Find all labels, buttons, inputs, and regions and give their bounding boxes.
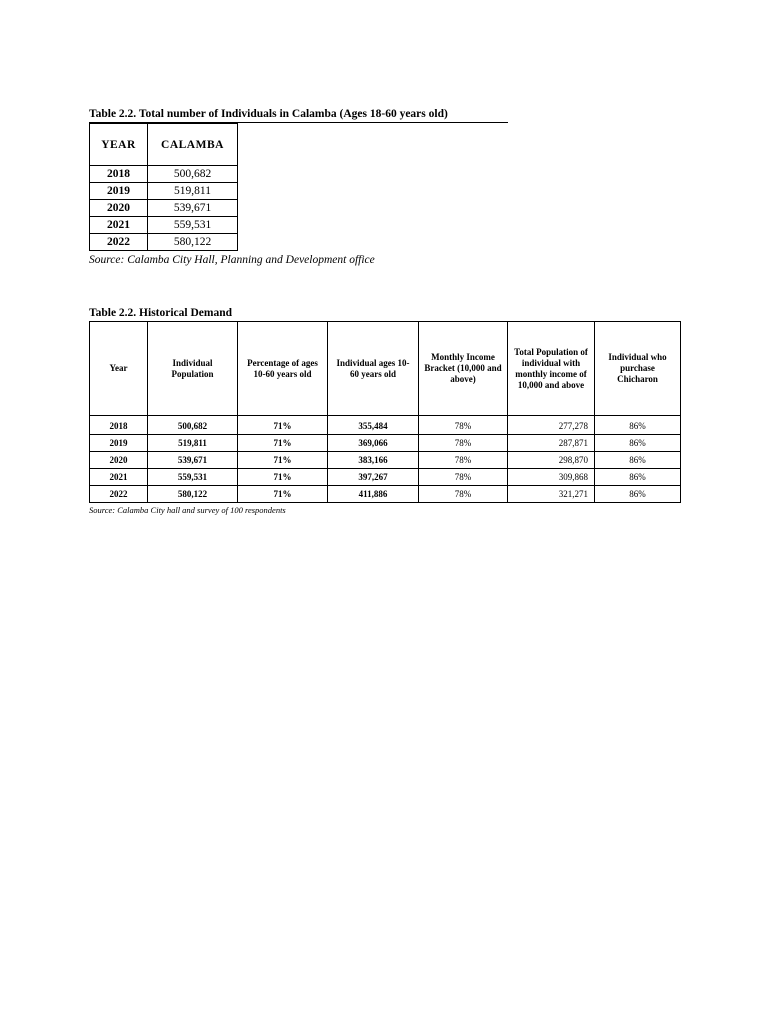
cell-total-population: 321,271 [508, 486, 595, 503]
cell-percentage: 71% [238, 418, 328, 435]
cell-year: 2022 [90, 486, 148, 503]
table-row [90, 217, 238, 234]
cell-purchase: 86% [595, 418, 681, 435]
header-year: YEAR [90, 124, 148, 166]
cell-percentage: 71% [238, 486, 328, 503]
table-row [90, 418, 681, 435]
cell-year: 2022 [90, 234, 148, 251]
cell-percentage: 71% [238, 435, 328, 452]
header-income-bracket: Monthly Income Bracket (10,000 and above) [419, 322, 508, 416]
header-individual-population: Individual Population [148, 322, 238, 416]
cell-individual-population: 559,531 [148, 469, 238, 486]
cell-individual-population: 539,671 [148, 452, 238, 469]
cell-year: 2020 [90, 452, 148, 469]
cell-population: 580,122 [148, 234, 238, 251]
cell-year: 2019 [90, 435, 148, 452]
cell-year: 2018 [90, 418, 148, 435]
cell-income-bracket: 78% [419, 435, 508, 452]
cell-individual-population: 500,682 [148, 418, 238, 435]
cell-purchase: 86% [595, 452, 681, 469]
cell-percentage: 71% [238, 469, 328, 486]
table1-source: Source: Calamba City Hall, Planning and Development office [89, 254, 375, 266]
header-total-population-income: Total Population of individual with monthly income of 10,000 and above [508, 322, 595, 416]
cell-income-bracket: 78% [419, 469, 508, 486]
cell-year: 2018 [90, 166, 148, 183]
cell-individual-ages: 369,066 [328, 435, 419, 452]
header-individual-ages: Individual ages 10-60 years old [328, 322, 419, 416]
population-table [89, 123, 238, 251]
cell-year: 2019 [90, 183, 148, 200]
table-row [90, 200, 238, 217]
cell-individual-population: 519,811 [148, 435, 238, 452]
cell-population: 539,671 [148, 200, 238, 217]
cell-year: 2021 [90, 469, 148, 486]
cell-individual-ages: 397,267 [328, 469, 419, 486]
cell-income-bracket: 78% [419, 452, 508, 469]
header-purchase-chicharon: Individual who purchase Chicharon [595, 322, 681, 416]
cell-total-population: 309,868 [508, 469, 595, 486]
table2-title: Table 2.2. Historical Demand [89, 307, 233, 319]
cell-population: 559,531 [148, 217, 238, 234]
cell-population: 519,811 [148, 183, 238, 200]
table-row [90, 486, 681, 503]
cell-individual-ages: 383,166 [328, 452, 419, 469]
cell-year: 2020 [90, 200, 148, 217]
cell-percentage: 71% [238, 452, 328, 469]
header-percentage-ages: Percentage of ages 10-60 years old [238, 322, 328, 416]
header-calamba: CALAMBA [148, 124, 238, 166]
historical-demand-table [89, 321, 681, 503]
table-row [90, 234, 238, 251]
table-row [90, 435, 681, 452]
table-row [90, 183, 238, 200]
table1-title: Table 2.2. Total number of Individuals in Calamba (Ages 18-60 years old) [89, 107, 508, 123]
cell-purchase: 86% [595, 486, 681, 503]
cell-purchase: 86% [595, 469, 681, 486]
table-row [90, 452, 681, 469]
table-row [90, 166, 238, 183]
cell-individual-population: 580,122 [148, 486, 238, 503]
cell-income-bracket: 78% [419, 486, 508, 503]
cell-individual-ages: 355,484 [328, 418, 419, 435]
header-year: Year [90, 322, 148, 416]
cell-individual-ages: 411,886 [328, 486, 419, 503]
table-row [90, 469, 681, 486]
cell-purchase: 86% [595, 435, 681, 452]
cell-total-population: 298,870 [508, 452, 595, 469]
cell-total-population: 287,871 [508, 435, 595, 452]
cell-income-bracket: 78% [419, 418, 508, 435]
table2-source: Source: Calamba City hall and survey of 100 respondents [89, 505, 286, 515]
cell-total-population: 277,278 [508, 418, 595, 435]
table-header-row [90, 124, 238, 166]
cell-year: 2021 [90, 217, 148, 234]
table-header-row [90, 322, 681, 416]
cell-population: 500,682 [148, 166, 238, 183]
